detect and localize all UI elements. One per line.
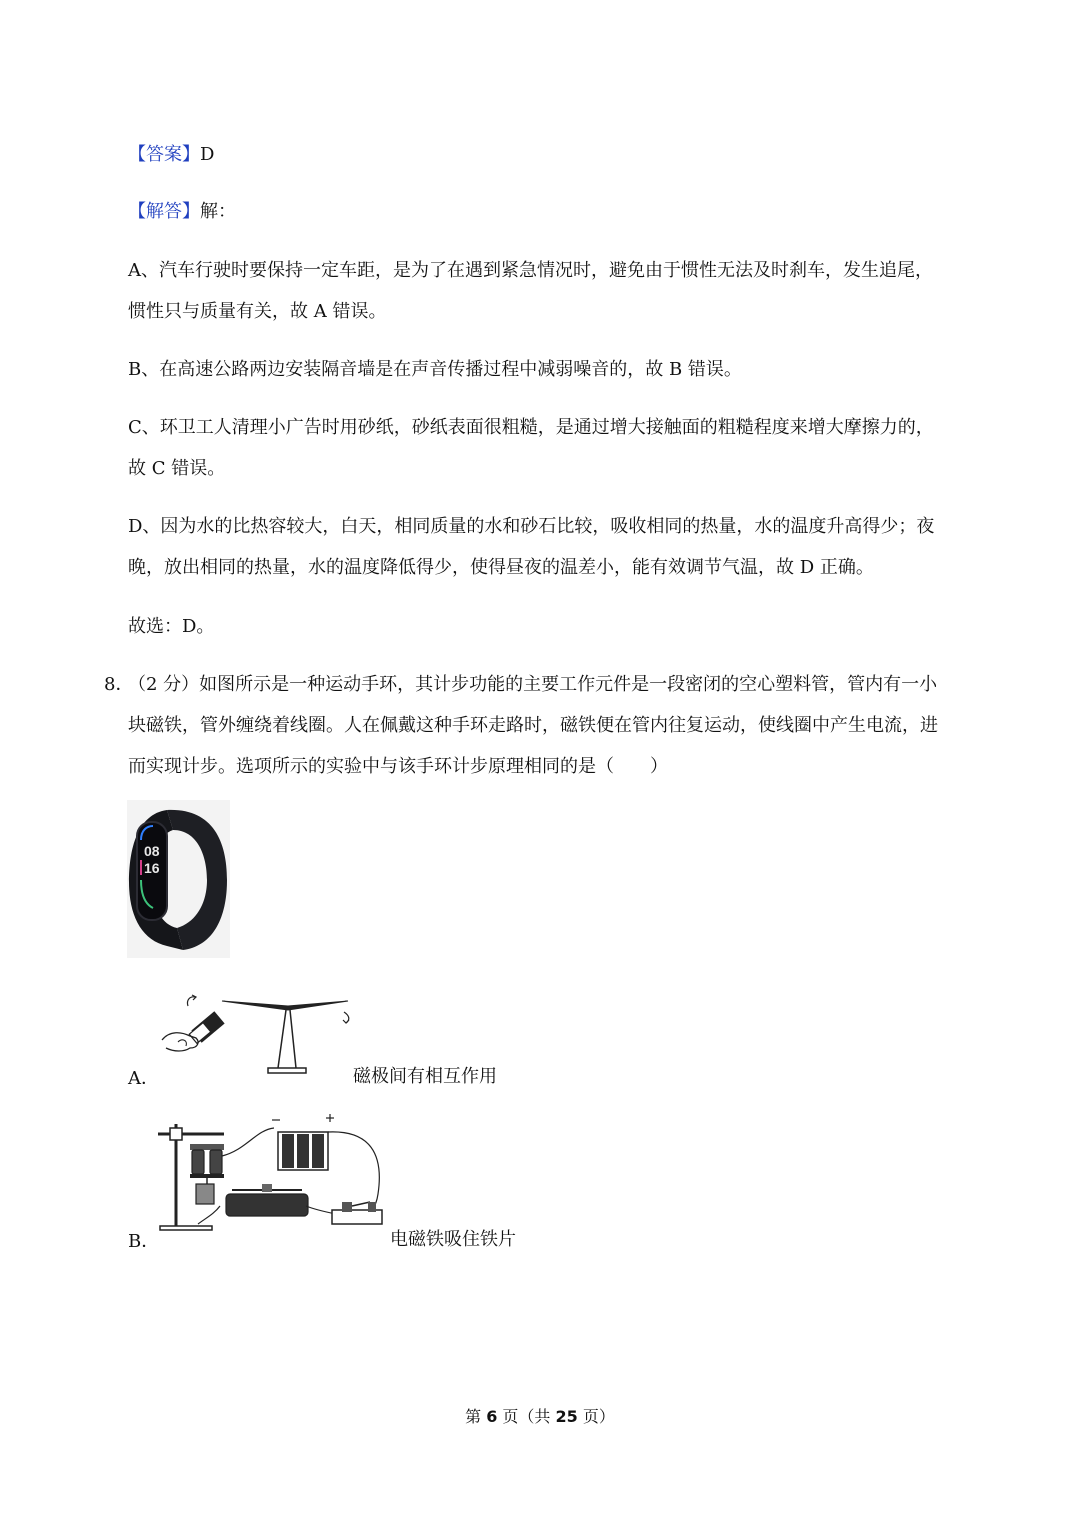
band-hour: 08 [144, 843, 160, 859]
footer-mid: 页（共 [502, 1407, 551, 1426]
analysis-d-line1: D、因为水的比热容较大，白天，相同质量的水和砂石比较，吸收相同的热量，水的温度升高得少；夜 [128, 516, 935, 537]
analysis-c-line1: C、环卫工人清理小广告时用砂纸，砂纸表面很粗糙，是通过增大接触面的粗糙程度来增大摩擦力的， [128, 417, 934, 438]
option-b-label: B． [128, 1231, 160, 1252]
fitness-band-image [127, 800, 230, 958]
question-line2: 块磁铁，管外缠绕着线圈。人在佩戴这种手环走路时，磁铁便在管内往复运动，使线圈中产生电流，进 [128, 715, 938, 736]
final-choice: 故选：D。 [128, 616, 215, 637]
footer-page: 6 [486, 1407, 498, 1426]
analysis-line [128, 197, 236, 223]
option-a-diagram [160, 992, 360, 1078]
footer-total: 25 [555, 1407, 578, 1426]
analysis-tag: 【解答】 [128, 201, 200, 222]
option-b-caption: 电磁铁吸住铁片 [390, 1229, 516, 1250]
answer-value: D [200, 144, 215, 165]
analysis-b-line1: B、在高速公路两边安装隔音墙是在声音传播过程中减弱噪音的，故 B 错误。 [128, 359, 742, 380]
question-line1: （2 分）如图所示是一种运动手环，其计步功能的主要工作元件是一段密闭的空心塑料管，管内有一小 [128, 674, 938, 695]
question-number: 8． [104, 674, 134, 695]
option-b-diagram [156, 1110, 388, 1234]
band-minute: 16 [144, 860, 160, 876]
question-line3: 而实现计步。选项所示的实验中与该手环计步原理相同的是（ ） [128, 756, 668, 777]
footer-prefix: 第 [465, 1407, 482, 1426]
option-a-label: A． [128, 1068, 159, 1089]
analysis-d-line2: 晚，放出相同的热量，水的温度降低得少，使得昼夜的温差小，能有效调节气温，故 D 正确。 [128, 557, 874, 578]
analysis-value: 解： [200, 201, 236, 222]
analysis-a-line1: A、汽车行驶时要保持一定车距，是为了在遇到紧急情况时，避免由于惯性无法及时刹车，发生追尾， [128, 260, 933, 281]
answer-tag: 【答案】 [128, 144, 200, 165]
analysis-c-line2: 故 C 错误。 [128, 458, 226, 479]
page-footer [0, 1404, 1080, 1427]
option-a-caption: 磁极间有相互作用 [353, 1066, 497, 1087]
analysis-a-line2: 惯性只与质量有关，故 A 错误。 [128, 301, 387, 322]
footer-suffix: 页） [582, 1407, 615, 1426]
answer-line [128, 140, 214, 166]
